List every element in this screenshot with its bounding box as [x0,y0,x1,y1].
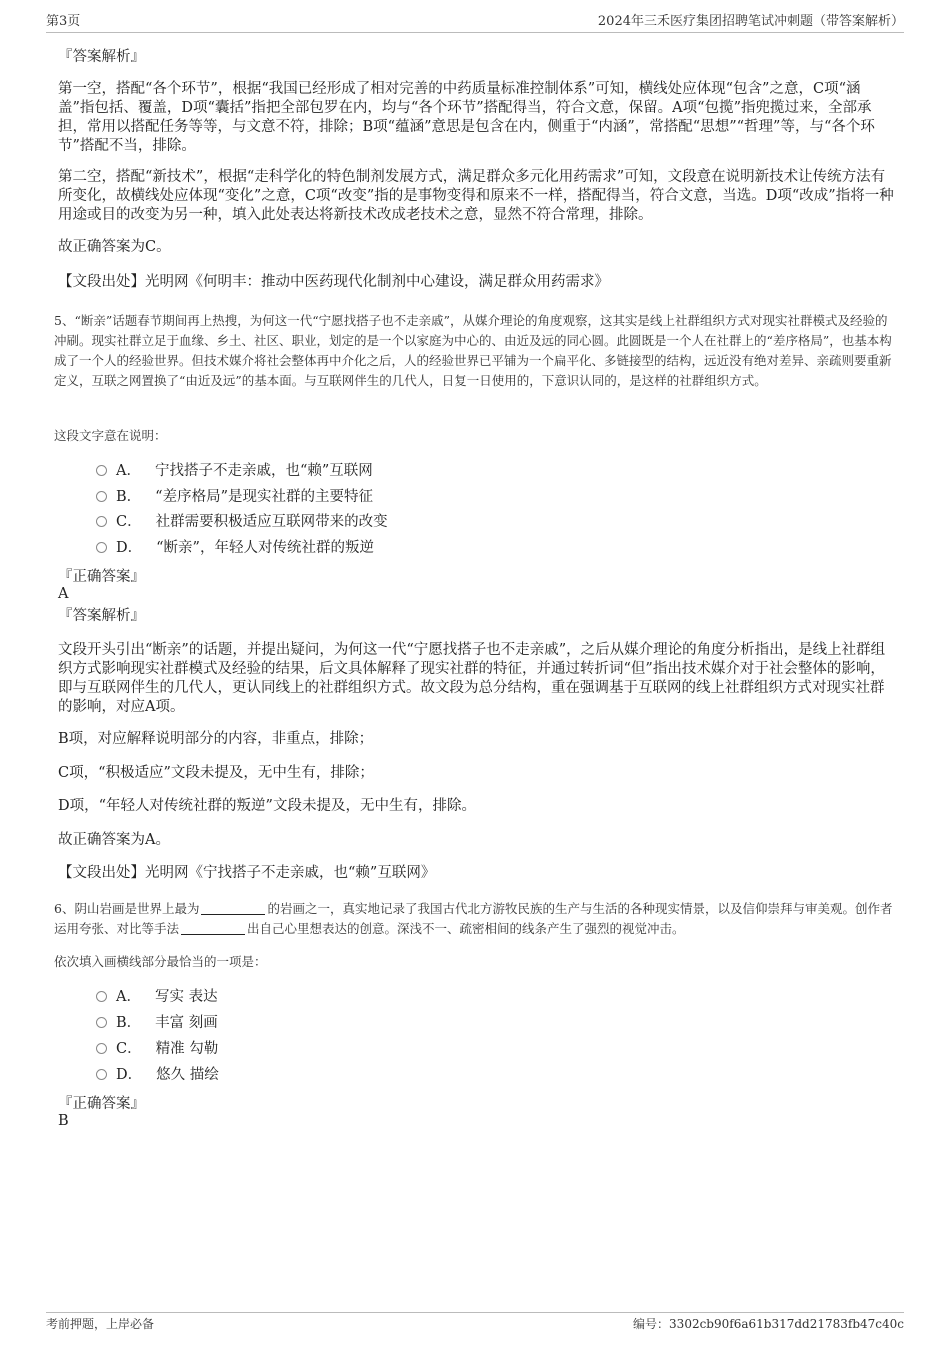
option-text: “断亲”，年轻人对传统社群的叛逆 [156,540,374,556]
question-stem [54,899,896,939]
radio-button[interactable] [96,991,107,1002]
radio-button[interactable] [96,1017,107,1028]
correct-answer-label: 『正确答案』 [58,569,145,585]
option-text: 悠久 描绘 [156,1067,219,1083]
option-letter: B． [116,1015,142,1031]
radio-button[interactable] [96,465,107,476]
question-prompt: 这段文字意在说明： [54,428,167,443]
source-citation: 【文段出处】光明网《何明丰：推动中医药现代化制剂中心建设，满足群众用药需求》 [58,274,609,290]
document-title: 2024年三禾医疗集团招聘笔试冲刺题（带答案解析） [597,14,904,29]
question-stem: 5、“断亲”话题春节期间再上热搜，为何这一代“宁愿找搭子也不走亲戚”，从媒介理论的角度观察，这其实是线上社群组织方式对现实社群模式及经验的冲刷。现实社群立足于血缘、乡土、社区、职业，划定的是一个以家庭为中心的、由近及远的同心圆。此圆既是一个人在社群上的“差序格局”，也基本构成了一个人的经验世界。但技术媒介将社会整体再中介化之后，人的经验世界已平铺为一个扁平化、多链接型的结构，远近没有绝对差异、亲疏则要重新定义，互联之网置换了“由近及远”的基本面。与互联网伴生的几代人，日复一日使用的，下意识认同的，是这样的社群组织方式。 [54,313,892,388]
source-citation: 【文段出处】光明网《宁找搭子不走亲戚，也“赖”互联网》 [58,865,436,881]
analysis-paragraph: 第二空，搭配“新技术”，根据“走科学化的特色制剂发展方式，满足群众多元化用药需求”可知，文段意在说明新技术让传统方法有所变化，故横线处应体现“变化”之意，C项“改变”指的是事物变得和原来不一样，搭配得当，符合文意，当选。D项“改成”指将一种用途或目的改变为另一种，填入此处表达将新技术改成老技术之意，显然不符合常理，排除。 [58,169,894,223]
option-text: 宁找搭子不走亲戚，也“赖”互联网 [154,463,373,479]
analysis-conclusion: 故正确答案为A。 [58,832,170,848]
analysis-label: 『答案解析』 [58,49,145,65]
option-c[interactable] [96,512,388,532]
document-id: 编号：3302cb90f6a61b317dd21783fb47c40c [633,1317,904,1331]
option-d[interactable] [96,1065,219,1085]
option-b[interactable] [96,487,373,507]
option-text: 社群需要积极适应互联网带来的改变 [155,514,388,530]
radio-button[interactable] [96,491,107,502]
correct-answer-label: 『正确答案』 [58,1096,145,1112]
option-text: 写实 表达 [154,989,218,1005]
analysis-conclusion: 故正确答案为C。 [58,239,171,255]
page-number: 第3页 [46,14,81,29]
correct-answer: A [58,586,69,602]
question-prompt: 依次填入画横线部分最恰当的一项是： [54,954,267,969]
stem-part: 6、阴山岩画是世界上最为 [54,901,200,916]
analysis-option-c: C项，“积极适应”文段未提及，无中生有，排除； [58,765,374,781]
analysis-paragraph: 第一空，搭配“各个环节”，根据“我国已经形成了相对完善的中药质量标准控制体系”可知，横线处应体现“包含”之意，C项“涵盖”指包括、覆盖，D项“囊括”指把全部包罗在内，均与“各个环节”搭配得当，符合文意，保留。A项“包揽”指兜揽过来，全部承担，常用以搭配任务等等，与文意不符，排除；B项“蕴涵”意思是包含在内，侧重于“内涵”，常搭配“思想”“哲理”等，与“各个环节”搭配不当，排除。 [58,81,875,154]
fill-blank-2 [181,934,245,935]
option-b[interactable] [96,1013,218,1033]
option-letter: C． [116,1041,142,1057]
footer-slogan: 考前押题，上岸必备 [46,1317,155,1331]
option-letter: B． [116,489,142,505]
option-d[interactable] [96,538,374,558]
stem-part: 出自己心里想表达的创意。深浅不一、疏密相间的线条产生了强烈的视觉冲击。 [247,921,685,936]
option-a[interactable] [96,987,218,1007]
option-text: 丰富 刻画 [155,1015,218,1031]
analysis-paragraph: 文段开头引出“断亲”的话题，并提出疑问，为何这一代“宁愿找搭子也不走亲戚”，之后从媒介理论的角度分析指出，是线上社群组织方式影响现实社群模式及经验的结果，后文具体解释了现实社群的特征，并通过转折词“但”指出技术媒介对于社会整体的影响，即与互联网伴生的几代人，更认同线上的社群组织方式。故文段为总分结构，重在强调基于互联网的线上社群组织方式对现实社群的影响，对应A项。 [58,642,886,715]
option-letter: A． [116,463,141,479]
page-footer [46,1312,904,1340]
option-c[interactable] [96,1039,218,1059]
option-letter: D． [116,1067,143,1083]
option-letter: C． [116,514,142,530]
radio-button[interactable] [96,542,107,553]
fill-blank-1 [201,914,265,915]
radio-button[interactable] [96,1043,107,1054]
option-letter: A． [116,989,141,1005]
correct-answer: B [58,1113,69,1129]
option-text: 精准 勾勒 [155,1041,219,1057]
analysis-option-d: D项，“年轻人对传统社群的叛逆”文段未提及，无中生有，排除。 [58,798,476,814]
stem-part: 的岩画之一，真实地记录了我国古代北方游牧民族的生产与生活的各种现实情景，以及信仰崇拜与审美观。创作者运用夸张、对比等手法 [54,901,893,936]
option-text: “差序格局”是现实社群的主要特征 [155,489,373,505]
analysis-label: 『答案解析』 [58,608,145,624]
page-header [46,14,904,33]
radio-button[interactable] [96,516,107,527]
option-a[interactable] [96,461,373,481]
option-letter: D． [116,540,143,556]
radio-button[interactable] [96,1069,107,1080]
analysis-option-b: B项，对应解释说明部分的内容，非重点，排除； [58,731,374,747]
